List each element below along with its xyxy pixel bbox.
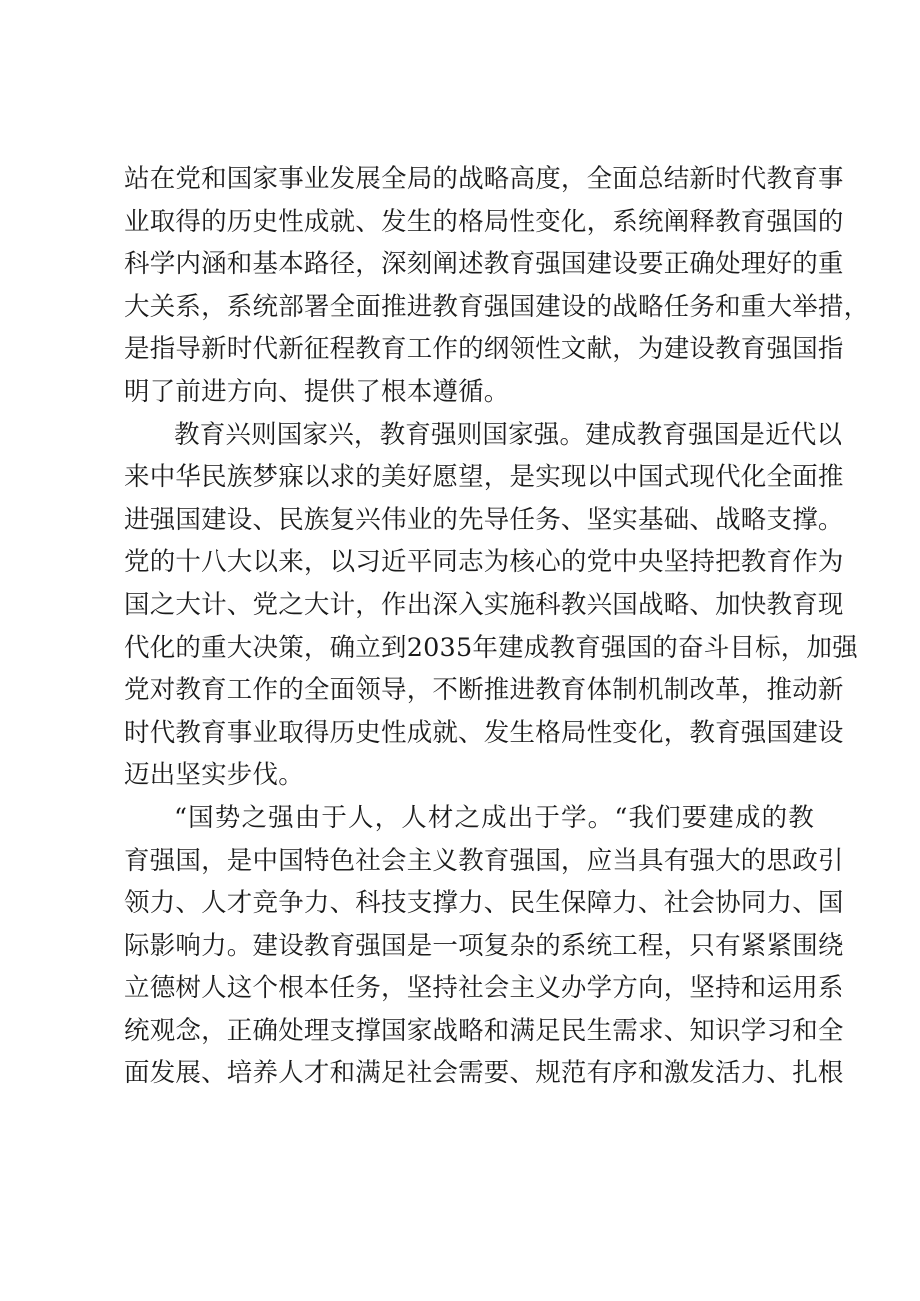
text-line: 立德树人这个根本任务，坚持社会主义办学方向，坚持和运用系 — [124, 973, 844, 1004]
text-line: 际影响力。建设教育强国是一项复杂的系统工程，只有紧紧围绕 — [124, 930, 844, 961]
text-line: 党的十八大以来，以习近平同志为核心的党中央坚持把教育作为 — [124, 547, 844, 578]
paragraph-2 — [124, 414, 858, 797]
text-line: 时代教育事业取得历史性成就、发生格局性变化，教育强国建设 — [124, 717, 844, 748]
text-line: 大关系，系统部署全面推进教育强国建设的战略任务和重大举措， — [124, 291, 870, 322]
text-line: 面发展、培养人才和满足社会需要、规范有序和激发活力、扎根 — [124, 1058, 844, 1089]
text-line: 教育兴则国家兴，教育强则国家强。建成教育强国是近代以 — [174, 419, 843, 450]
text-line: 党对教育工作的全面领导，不断推进教育体制机制改革，推动新 — [124, 675, 844, 706]
paragraph-1 — [124, 158, 870, 414]
text-line: 站在党和国家事业发展全局的战略高度，全面总结新时代教育事 — [124, 164, 844, 194]
paragraph-3 — [124, 797, 844, 1095]
body-text — [124, 158, 870, 1095]
text-line: 进强国建设、民族复兴伟业的先导任务、坚实基础、战略支撑。 — [124, 504, 844, 535]
text-line: 是指导新时代新征程教育工作的纲领性文献，为建设教育强国指 — [124, 334, 844, 365]
text-line: 统观念，正确处理支撑国家战略和满足民生需求、知识学习和全 — [124, 1015, 844, 1046]
text-line: 业取得的历史性成就、发生的格局性变化，系统阐释教育强国的 — [124, 206, 844, 237]
text-line: 科学内涵和基本路径，深刻阐述教育强国建设要正确处理好的重 — [124, 249, 844, 280]
text-line: “国势之强由于人，人材之成出于学。“我们要建成的教 — [174, 802, 814, 833]
text-line: 育强国，是中国特色社会主义教育强国，应当具有强大的思政引 — [124, 845, 844, 876]
text-line: 明了前进方向、提供了根本遵循。 — [124, 376, 510, 407]
text-line: 领力、人才竞争力、科技支撑力、民生保障力、社会协同力、国 — [124, 888, 844, 919]
text-line: 国之大计、党之大计，作出深入实施科教兴国战略、加快教育现 — [124, 589, 844, 620]
text-line: 迈出坚实步伐。 — [124, 760, 304, 791]
text-line: 代化的重大决策，确立到2035年建成教育强国的奋斗目标，加强 — [124, 632, 858, 663]
text-line: 来中华民族梦寐以求的美好愿望，是实现以中国式现代化全面推 — [124, 462, 844, 493]
